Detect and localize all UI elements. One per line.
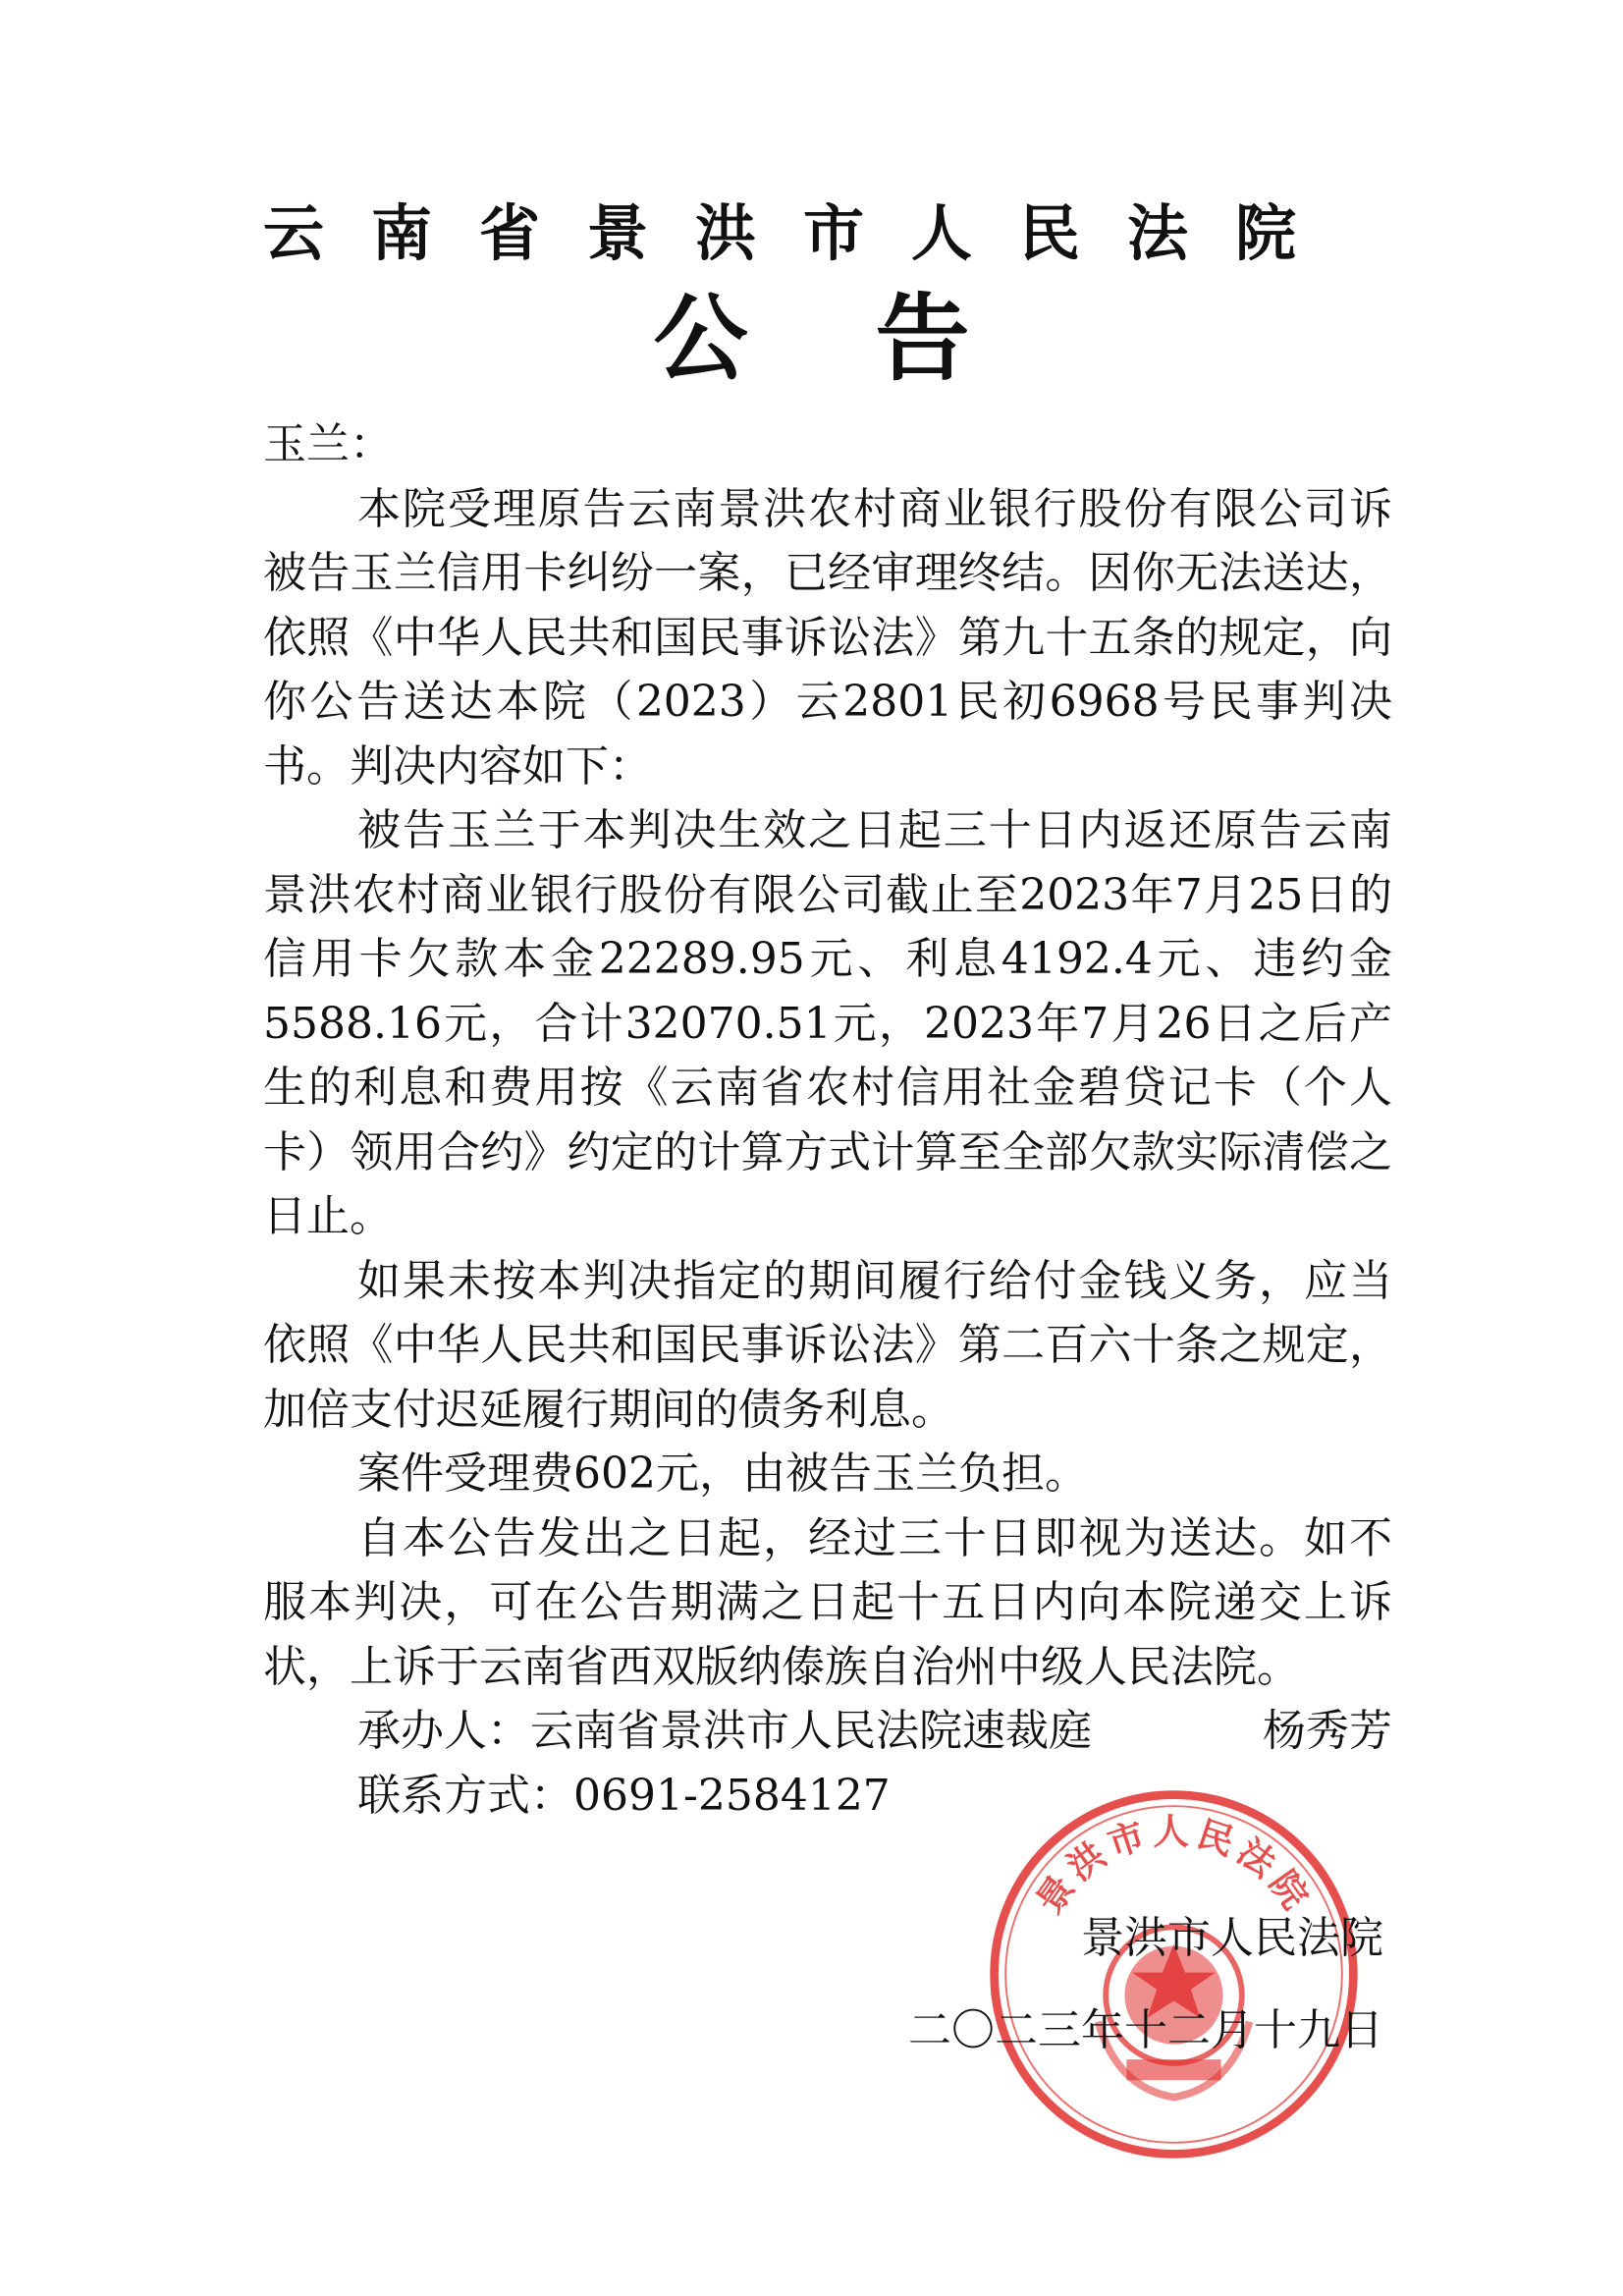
signature-date: 二〇二三年十二月十九日: [908, 2005, 1383, 2055]
paragraph-service-appeal: 自本公告发出之日起，经过三十日即视为送达。如不服本判决，可在公告期满之日起十五日内向本院递交上诉状，上诉于云南省西双版纳傣族自治州中级人民法院。: [263, 1512, 1392, 1692]
handler-name: 杨秀芳: [1263, 1706, 1392, 1756]
paragraph-case-intro: 本院受理原告云南景洪农村商业银行股份有限公司诉被告玉兰信用卡纠纷一案，已经审理终结。因你无法送达，依照《中华人民共和国民事诉讼法》第九十五条的规定，向你公告送达本院（2023）云2801民初6968号民事判决书。判决内容如下：: [263, 483, 1392, 792]
court-seal: [985, 1785, 1363, 2163]
seal-text: 景洪市人民法院: [1027, 1810, 1321, 1922]
contact-line: 联系方式：0691-2584127: [357, 1770, 891, 1821]
notice-heading: 公告: [653, 284, 1098, 394]
signature-court: 景洪市人民法院: [1081, 1913, 1383, 1963]
paragraph-late-interest: 如果未按本判决指定的期间履行给付金钱义务，应当依照《中华人民共和国民事诉讼法》第二百六十条之规定，加倍支付迟延履行期间的债务利息。: [263, 1255, 1392, 1435]
handler-line: [263, 1699, 1392, 1764]
handler-label: 承办人：云南省景洪市人民法院速裁庭: [357, 1706, 1092, 1756]
addressee: 玉兰：: [263, 419, 393, 469]
paragraph-judgment: 被告玉兰于本判决生效之日起三十日内返还原告云南景洪农村商业银行股份有限公司截止至2023年7月25日的信用卡欠款本金22289.95元、利息4192.4元、违约金5588.16元，合计32070.51元，2023年7月26日之后产生的利息和费用按《云南省农村信用社金碧贷记卡（个人卡）领用合约》约定的计算方式计算至全部欠款实际清偿之日止。: [263, 805, 1392, 1241]
notice-body: [263, 412, 1392, 1828]
court-name-heading: 云南省景洪市人民法院: [263, 197, 1344, 269]
paragraph-court-fee: 案件受理费602元，由被告玉兰负担。: [357, 1449, 1088, 1499]
